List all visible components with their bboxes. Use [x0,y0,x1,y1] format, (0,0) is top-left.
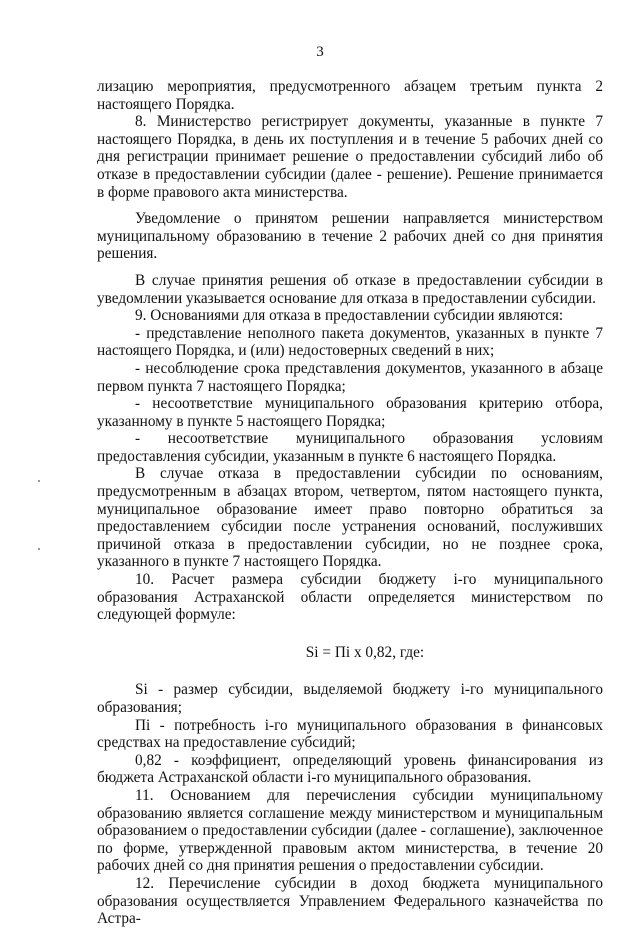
list-item: - представление неполного пакета документов, указанных в пункте 7 настоящего Порядка, и (или) недостоверных сведений в них; [97,324,603,360]
paragraph: 10. Расчет размера субсидии бюджету i-го муниципального образования Астраханской области определяется министерством по следующей формуле: [97,571,603,624]
page-number: 3 [316,44,324,60]
paragraph: В случае отказа в предоставлении субсидии по основаниям, предусмотренным в абзацах втором, четвертом, пятом настоящего пункта, муниципальное образование имеет право повторно обратиться за предоставлением субсидии после устранения оснований, послуживших причиной отказа в предоставлении субсидии, но не позднее срока, указанного в пункте 7 настоящего Порядка. [97,465,603,571]
margin-mark [38,548,40,550]
paragraph: 9. Основаниями для отказа в предоставлении субсидии являются: [135,307,564,325]
list-item: - несоблюдение срока представления документов, указанного в абзаце первом пункта 7 настоящего Порядка; [97,359,603,395]
paragraph: 11. Основанием для перечисления субсидии муниципальному образованию является соглашение между министерством и муниципальным образованием о предоставлении субсидии (далее - соглашение), заключенное по форме, утвержденной правовым актом министерства, в течение 20 рабочих дней со дня принятия решения о предоставлении субсидии. [97,786,603,875]
paragraph: 12. Перечисление субсидии в доход бюджета муниципального образования осуществляется Управлением Федерального казначейства по Астра- [97,874,603,928]
margin-mark [38,480,40,482]
paragraph: 8. Министерство регистрирует документы, указанные в пункте 7 настоящего Порядка, в день их поступления и в течение 5 рабочих дней со дня регистрации принимает решение о предоставлении субсидий либо об отказе в предоставлении субсидии (далее - решение). Решение принимается в форме правового акта министерства. [97,113,603,201]
paragraph: лизацию мероприятия, предусмотренного абзацем третьим пункта 2 настоящего Порядка. [97,78,603,113]
list-item: - несоответствие муниципального образования условиям предоставления субсидии, указанным в пункте 6 настоящего Порядка. [97,430,603,465]
definition: Si - размер субсидии, выделяемой бюджету i-го муниципального образования; [97,681,603,716]
list-item: - несоответствие муниципального образования критерию отбора, указанному в пункте 5 настоящего Порядка; [97,395,603,430]
document-body [97,78,603,928]
formula: Si = Пi x 0,82, где: [305,643,425,661]
definition: Пi - потребность i-го муниципального образования в финансовых средствах на предоставление субсидий; [97,716,603,752]
paragraph: Уведомление о принятом решении направляется министерством муниципальному образованию в течение 2 рабочих дней со дня принятия решения. [97,210,603,263]
paragraph: В случае принятия решения об отказе в предоставлении субсидии в уведомлении указывается основание для отказа в предоставлении субсидии. [97,271,603,307]
definition: 0,82 - коэффициент, определяющий уровень финансирования из бюджета Астраханской области i-го муниципального образования. [97,751,603,787]
